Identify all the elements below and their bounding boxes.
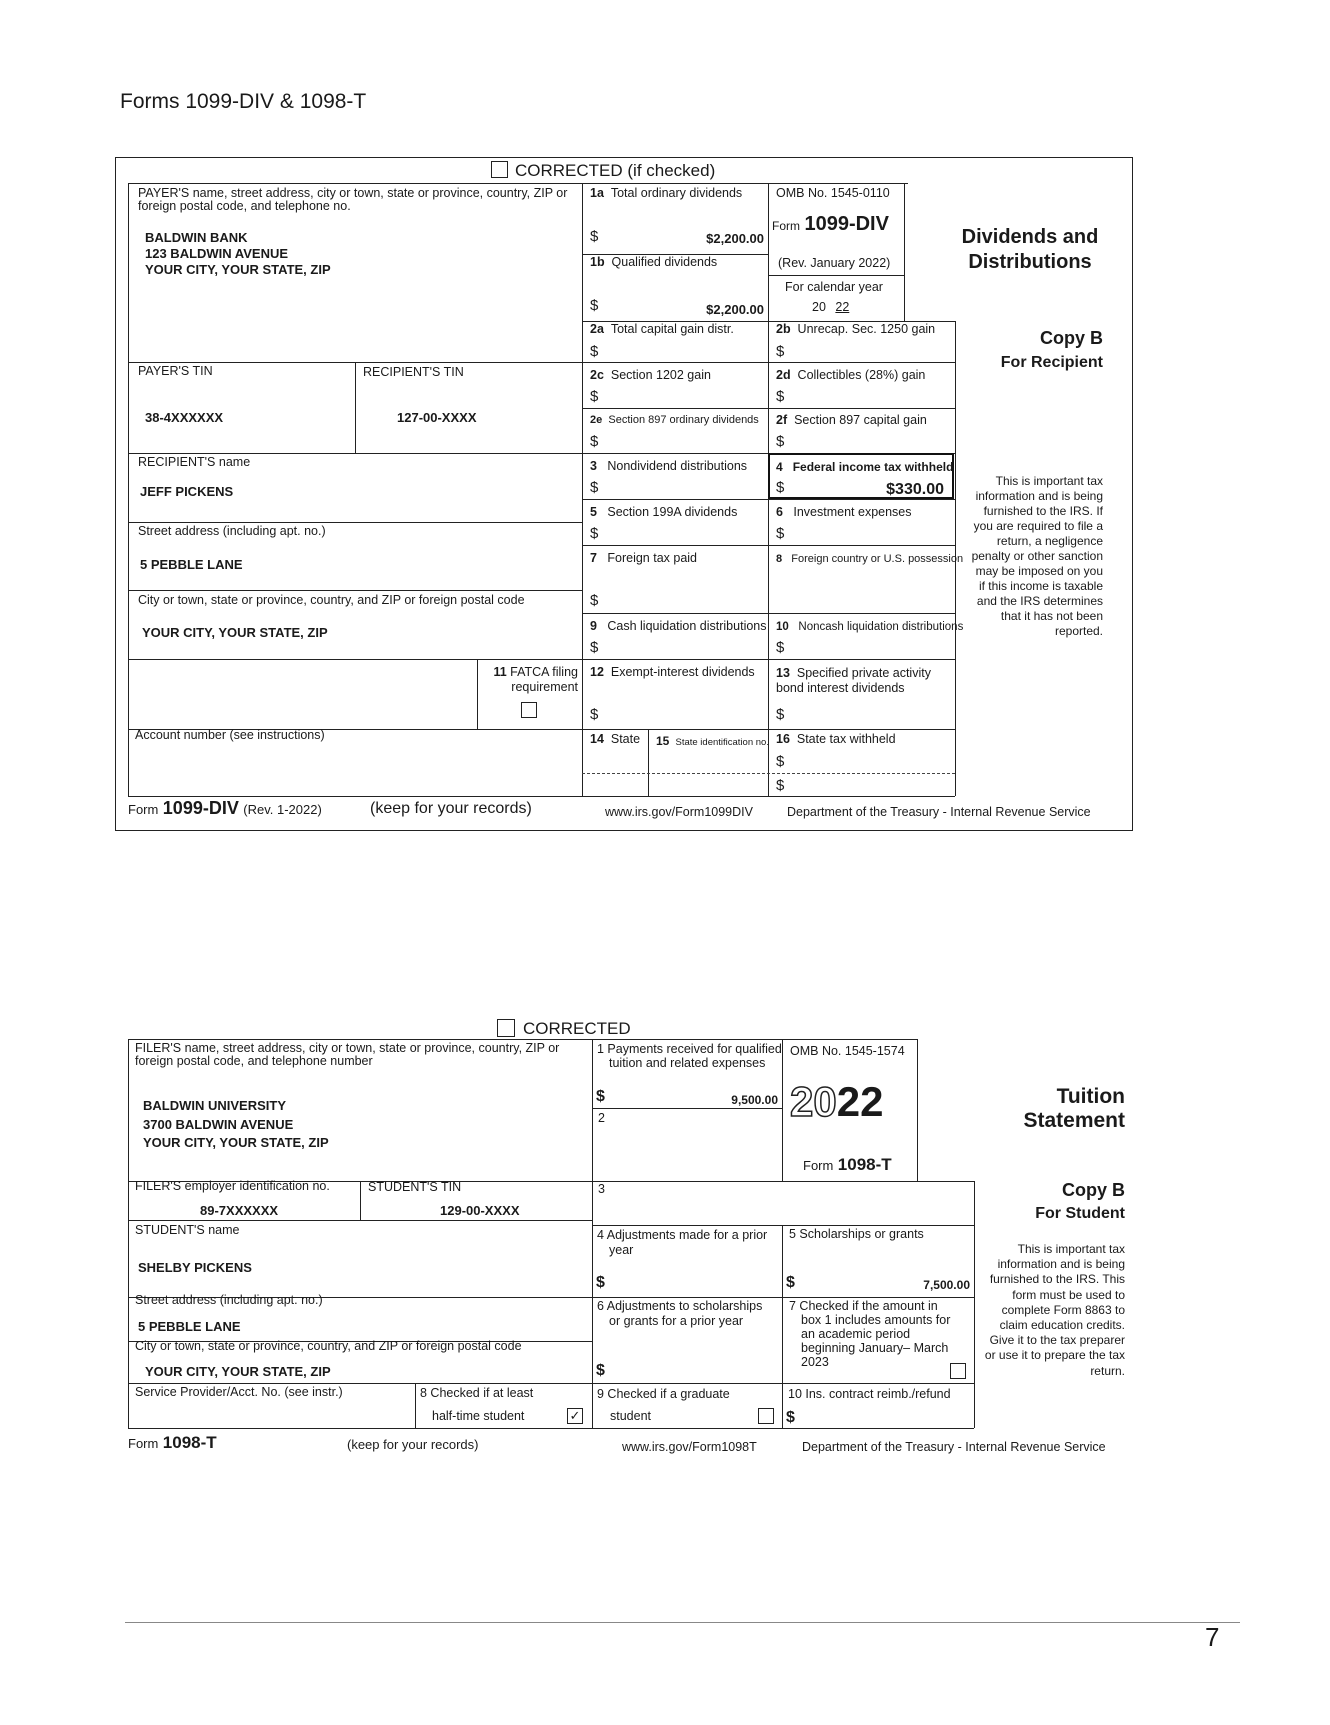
dollar-sign: $: [590, 639, 599, 656]
copy-label: Copy B: [1062, 1180, 1125, 1200]
form-title: Tuition Statement: [1023, 1085, 1125, 1132]
footer-url: www.irs.gov/Form1099DIV: [605, 805, 753, 819]
box-1-label: 1 Payments received for qualified tuition and related expenses: [597, 1042, 782, 1070]
dollar-sign: $: [590, 297, 599, 314]
box-1a-label: Total ordinary dividends: [610, 186, 743, 200]
corrected-label: CORRECTED (if checked): [515, 161, 716, 180]
dollar-sign: $: [590, 525, 599, 542]
box-9-label-line2: student: [610, 1409, 652, 1423]
box-9-label: Cash liquidation distributions: [607, 619, 767, 633]
box-12-number: 12: [590, 665, 604, 679]
box-2e-number: 2e: [590, 414, 603, 426]
payer-address: 123 BALDWIN AVENUE: [145, 246, 289, 261]
box-4-label: Federal income tax withheld: [792, 460, 954, 474]
form-name: 1098-T: [837, 1155, 892, 1174]
box-11-number: 11: [493, 665, 507, 679]
city: YOUR CITY, YOUR STATE, ZIP: [142, 625, 328, 640]
dollar-sign: $: [776, 479, 785, 496]
student-name-label: STUDENT'S name: [135, 1223, 240, 1237]
box-16-number: 16: [776, 732, 790, 746]
box-6-label: Investment expenses: [793, 505, 912, 519]
box-5-value: 7,500.00: [923, 1278, 970, 1292]
footer-form-name: 1098-T: [162, 1433, 217, 1452]
footer-url: www.irs.gov/Form1098T: [622, 1440, 757, 1454]
dollar-sign: $: [786, 1274, 795, 1291]
box-7-label: Foreign tax paid: [607, 551, 698, 565]
street-label: Street address (including apt. no.): [138, 524, 326, 538]
box-7-checkbox[interactable]: [950, 1363, 966, 1379]
footer-department: Department of the Treasury - Internal Revenue Service: [802, 1440, 1106, 1454]
dollar-sign: $: [776, 639, 785, 656]
box-6-label: 6 Adjustments to scholarships or grants for a prior year: [597, 1299, 763, 1328]
filer-city: YOUR CITY, YOUR STATE, ZIP: [143, 1135, 329, 1150]
filer-ein-label: FILER'S employer identification no.: [135, 1179, 330, 1193]
city-label: City or town, state or province, country, and ZIP or foreign postal code: [138, 593, 525, 607]
year-bold: 22: [836, 1078, 884, 1125]
copy-label: Copy B: [1040, 328, 1103, 348]
footer-keep: (keep for your records): [347, 1437, 479, 1452]
box-14-label: State: [610, 732, 641, 746]
filer-label: FILER'S name, street address, city or town, state or province, country, ZIP or foreign postal code, and telephone number: [135, 1041, 560, 1068]
box-2d-label: Collectibles (28%) gain: [797, 368, 926, 382]
payer-tin: 38-4XXXXXX: [145, 410, 224, 425]
box-5-label: Section 199A dividends: [607, 505, 738, 519]
omb-number: OMB No. 1545-1574: [790, 1044, 905, 1058]
checkmark-icon: ✓: [569, 1408, 581, 1423]
copy-for: For Student: [1035, 1205, 1125, 1222]
filer-name: BALDWIN UNIVERSITY: [143, 1098, 286, 1113]
year-outline: 20: [790, 1078, 837, 1125]
box-2d-number: 2d: [776, 368, 791, 382]
page-title: Forms 1099-DIV & 1098-T: [120, 90, 367, 113]
side-notice: This is important tax information and is being furnished to the IRS. If you are required to file a return, a negligence penalty or other sanction may be imposed on you if this income is taxable and the IRS determines that it has not been reported.: [971, 474, 1103, 638]
payer-city: YOUR CITY, YOUR STATE, ZIP: [145, 262, 331, 277]
recipient-name-label: RECIPIENT'S name: [138, 455, 251, 469]
form-title: Dividends and Distributions: [961, 226, 1099, 273]
box-2a-label: Total capital gain distr.: [610, 322, 734, 336]
payer-name: BALDWIN BANK: [145, 230, 248, 245]
calendar-year-prefix: 20: [812, 300, 826, 314]
box-3-label: 3: [598, 1182, 605, 1196]
student-tin: 129-00-XXXX: [440, 1203, 520, 1218]
dollar-sign: $: [776, 525, 785, 542]
student-name: SHELBY PICKENS: [138, 1260, 252, 1275]
box-1a-number: 1a: [590, 186, 604, 200]
omb-number: OMB No. 1545-0110: [776, 186, 890, 200]
box-2c-label: Section 1202 gain: [610, 368, 711, 382]
corrected-label: CORRECTED: [523, 1019, 631, 1038]
box-5-label: 5 Scholarships or grants: [789, 1227, 924, 1241]
box-12-label: Exempt-interest dividends: [610, 665, 755, 679]
box-8-checkbox[interactable]: [567, 1408, 583, 1424]
box-3-number: 3: [590, 459, 597, 473]
box-2f-number: 2f: [776, 413, 788, 427]
box-1b-value: $2,200.00: [706, 302, 764, 317]
box-8-number: 8: [776, 553, 783, 565]
payer-tin-label: PAYER'S TIN: [138, 364, 213, 378]
city: YOUR CITY, YOUR STATE, ZIP: [145, 1364, 331, 1379]
copy-for: For Recipient: [1000, 354, 1103, 371]
footer-form-name: 1099-DIV: [162, 798, 239, 818]
calendar-year-suffix: 22: [835, 300, 850, 314]
box-1b-number: 1b: [590, 255, 605, 269]
page-bottom-rule: [125, 1622, 1240, 1623]
account-label: Account number (see instructions): [135, 728, 325, 742]
box-4-label: 4 Adjustments made for a prior year: [597, 1228, 768, 1257]
box-7-number: 7: [590, 551, 597, 565]
fatca-checkbox[interactable]: [521, 702, 537, 718]
dollar-sign: $: [590, 388, 599, 405]
dollar-sign: $: [776, 706, 785, 723]
box-13-label: Specified private activity bond interest dividends: [776, 666, 931, 695]
dollar-sign: $: [596, 1088, 605, 1105]
box-9-label: 9 Checked if a graduate: [597, 1387, 730, 1401]
box-2b-number: 2b: [776, 322, 791, 336]
box-2a-number: 2a: [590, 322, 604, 336]
form-name: 1099-DIV: [804, 213, 889, 235]
corrected-checkbox[interactable]: [497, 1019, 515, 1037]
box-10-label: Noncash liquidation distributions: [798, 621, 964, 633]
dollar-sign: $: [786, 1409, 795, 1426]
dollar-sign: $: [776, 433, 785, 450]
box-8-label-line2: half-time student: [432, 1409, 525, 1423]
page-number: 7: [1205, 1622, 1220, 1652]
box-1a-value: $2,200.00: [706, 231, 764, 246]
box-7-label: 7 Checked if the amount in box 1 includes amounts for an academic period beginning January– March 2023: [789, 1299, 951, 1369]
dollar-sign: $: [776, 388, 785, 405]
dollar-sign: $: [590, 343, 599, 360]
revision: (Rev. January 2022): [778, 256, 891, 270]
box-8-label: Foreign country or U.S. possession: [791, 553, 964, 565]
box-16-label: State tax withheld: [796, 732, 896, 746]
payer-label: PAYER'S name, street address, city or town, state or province, country, ZIP or foreign postal code, and telephone no.: [138, 186, 568, 213]
box-2c-number: 2c: [590, 368, 604, 382]
box-2-label: 2: [598, 1111, 605, 1125]
box-4-number: 4: [776, 460, 783, 474]
footer-form-word: Form: [128, 802, 159, 817]
student-tin-label: STUDENT'S TIN: [368, 1180, 462, 1194]
box-2f-label: Section 897 capital gain: [794, 413, 927, 427]
box-2e-label: Section 897 ordinary dividends: [608, 414, 759, 426]
footer-keep: (keep for your records): [370, 800, 532, 817]
footer-form-word: Form: [128, 1436, 159, 1451]
street-address: 5 PEBBLE LANE: [140, 557, 243, 572]
dollar-sign: $: [596, 1274, 605, 1291]
recipient-tin-label: RECIPIENT'S TIN: [363, 365, 464, 379]
box-4-value: $330.00: [886, 481, 944, 498]
recipient-name: JEFF PICKENS: [140, 484, 234, 499]
dollar-sign: $: [590, 433, 599, 450]
box-5-number: 5: [590, 505, 597, 519]
dollar-sign: $: [776, 777, 785, 794]
dollar-sign: $: [590, 592, 599, 609]
dollar-sign: $: [590, 706, 599, 723]
form-word: Form: [803, 1158, 834, 1173]
dollar-sign: $: [590, 228, 599, 245]
box-9-checkbox[interactable]: [758, 1408, 774, 1424]
dollar-sign: $: [596, 1362, 605, 1379]
footer-department: Department of the Treasury - Internal Revenue Service: [787, 805, 1091, 819]
dollar-sign: $: [776, 343, 785, 360]
city-label: City or town, state or province, country, and ZIP or foreign postal code: [135, 1339, 522, 1353]
box-8-label: 8 Checked if at least: [420, 1386, 534, 1400]
box-2b-label: Unrecap. Sec. 1250 gain: [797, 322, 936, 336]
box-9-number: 9: [590, 619, 597, 633]
dollar-sign: $: [776, 753, 785, 770]
box-15-number: 15: [656, 734, 670, 748]
box-3-label: Nondividend distributions: [607, 459, 748, 473]
dollar-sign: $: [590, 479, 599, 496]
box-15-label: State identification no.: [675, 737, 769, 748]
box-1-value: 9,500.00: [731, 1093, 778, 1107]
box-14-number: 14: [590, 732, 604, 746]
filer-address: 3700 BALDWIN AVENUE: [143, 1117, 294, 1132]
box-1b-label: Qualified dividends: [611, 255, 718, 269]
box-13-number: 13: [776, 666, 790, 680]
footer-revision: (Rev. 1-2022): [243, 802, 322, 817]
box-10-label: 10 Ins. contract reimb./refund: [788, 1387, 951, 1401]
form-word: Form: [772, 219, 800, 233]
street-label: Street address (including apt. no.): [135, 1293, 323, 1307]
corrected-checkbox[interactable]: [491, 161, 508, 178]
box-6-number: 6: [776, 505, 783, 519]
calendar-year-label: For calendar year: [785, 280, 883, 294]
box-11-label: FATCA filing requirement: [510, 665, 578, 694]
street-address: 5 PEBBLE LANE: [138, 1319, 241, 1334]
box-10-number: 10: [776, 621, 789, 633]
side-notice: This is important tax information and is being furnished to the IRS. This form must be used to complete Form 8863 to claim education credits. Give it to the tax preparer or use it to prepare the tax return.: [984, 1242, 1125, 1378]
filer-ein: 89-7XXXXXX: [200, 1203, 279, 1218]
recipient-tin: 127-00-XXXX: [397, 410, 477, 425]
service-provider-label: Service Provider/Acct. No. (see instr.): [135, 1385, 343, 1399]
